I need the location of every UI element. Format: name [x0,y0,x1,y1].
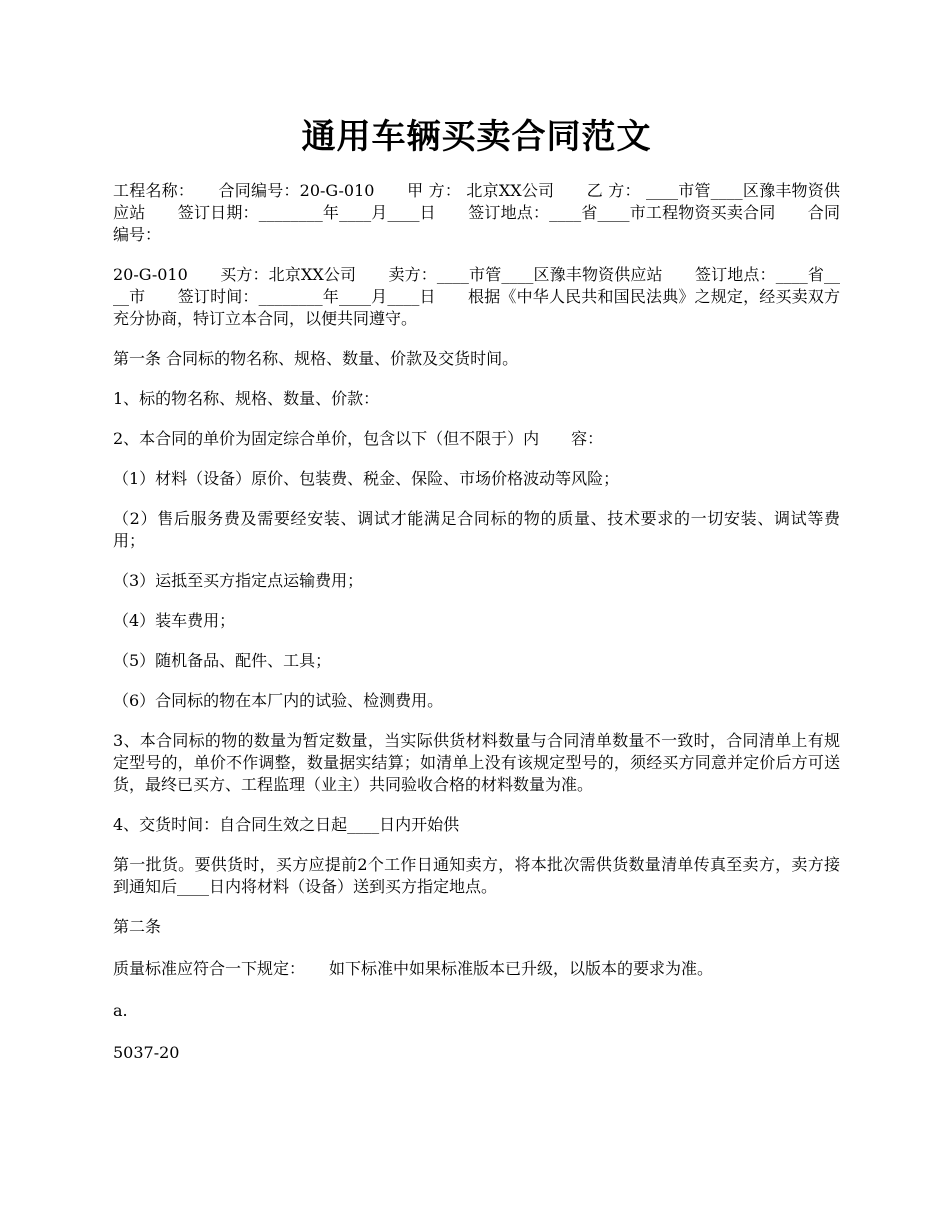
document-title: 通用车辆买卖合同范文 [301,117,652,157]
paragraph-standard-code: 5037-20 [113,1043,180,1062]
paragraph-item-4: 4、交货时间：自合同生效之日起____日内开始供 [113,815,460,834]
paragraph-quality-standard: 质量标准应符合一下规定： 如下标准中如果标准版本已升级，以版本的要求为准。 [113,959,714,978]
paragraph-subitem-6: （6）合同标的物在本厂内的试验、检测费用。 [113,691,444,710]
paragraph-item-1: 1、标的物名称、规格、数量、价款： [113,389,380,408]
paragraph-subitem-1: （1）材料（设备）原价、包装费、税金、保险、市场价格波动等风险； [113,469,620,488]
paragraph-article-1-heading: 第一条 合同标的物名称、规格、数量、价款及交货时间。 [113,349,519,368]
paragraph-item-3: 3、本合同标的物的数量为暂定数量，当实际供货材料数量与合同清单数量不一致时，合同清单上有规定型号的，单价不作调整，数量据实结算；如清单上没有该规定型号的，须经买方同意并定价后方可送货，最终已买方、工程监理（业主）共同验收合格的材料数量为准。 [113,731,840,794]
paragraph-contract-header: 工程名称： 合同编号：20-G-010 甲 方： 北京XX公司 乙 方： ____市管____区豫丰物资供应站 签订日期：________年____月____日 签订地点：____省____市工程物资买卖合同 合同编号： [113,181,840,244]
paragraph-parties: 20-G-010 买方：北京XX公司 卖方：____市管____区豫丰物资供应站 签订地点：____省____市 签订时间：________年____月____日 根据《中华人民共和国民法典》之规定，经买卖双方充分协商，特订立本合同，以便共同遵守。 [113,265,840,328]
paragraph-subitem-4: （4）装车费用； [113,611,236,630]
paragraph-item-2: 2、本合同的单价为固定综合单价，包含以下（但不限于）内 容： [113,429,604,448]
document-page [113,112,840,1084]
paragraph-subitem-5: （5）随机备品、配件、工具； [113,651,332,670]
paragraph-article-2-heading: 第二条 [113,917,162,936]
paragraph-subitem-2: （2）售后服务费及需要经安装、调试才能满足合同标的物的质量、技术要求的一切安装、调试等费用； [113,509,840,550]
paragraph-first-delivery: 第一批货。要供货时，买方应提前2个工作日通知卖方，将本批次需供货数量清单传真至卖方，卖方接到通知后____日内将材料（设备）送到买方指定地点。 [113,855,840,896]
paragraph-standard-a: a. [113,1001,128,1020]
paragraph-subitem-3: （3）运抵至买方指定点运输费用； [113,571,364,590]
